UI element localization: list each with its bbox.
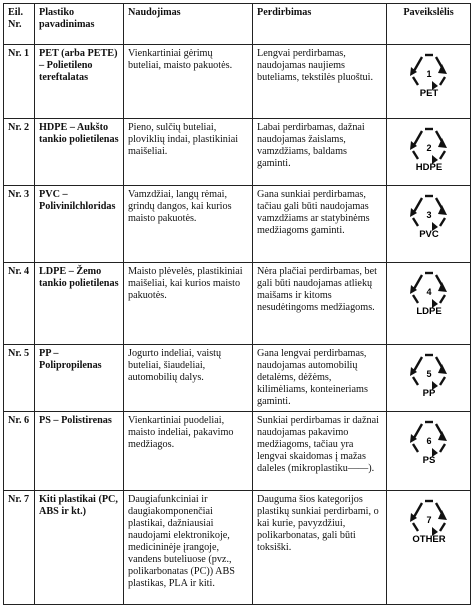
- row-number: Nr. 7: [4, 491, 35, 605]
- recycling-triangle-icon: [405, 50, 453, 100]
- plastic-recycling: Nėra plačiai perdirbamas, bet gali būti naudojamas atliekų maišams ir kitoms nesudėtingoms medžiagoms.: [253, 263, 387, 345]
- plastic-use: Vienkartiniai gėrimų buteliai, maisto pakuotės.: [124, 45, 253, 119]
- recycling-symbol-cell: [387, 345, 471, 412]
- plastic-use: Jogurto indeliai, vaistų buteliai, šiaudeliai, automobilių dalys.: [124, 345, 253, 412]
- row-number: Nr. 4: [4, 263, 35, 345]
- table-row: [4, 263, 471, 345]
- recycling-symbol-cell: [387, 412, 471, 491]
- symbol-number: 6: [425, 436, 432, 446]
- table-row: [4, 345, 471, 412]
- recycling-symbol-cell: [387, 45, 471, 119]
- symbol-label: PS: [422, 455, 435, 466]
- symbol-number: 2: [425, 143, 432, 153]
- plastics-table: [3, 3, 471, 605]
- plastic-use: Daugiafunkciniai ir daugiakomponenčiai plastikai, dažniausiai naudojami elektronikoje, medicininėje įrangoje, vandens buteliuose (pvz., polikarbonatas (PC)) ABS plastikas, PLA ir kiti.: [124, 491, 253, 605]
- table-row: [4, 45, 471, 119]
- plastic-use: Pieno, sulčių buteliai, ploviklių indai, plastikiniai maišeliai.: [124, 119, 253, 186]
- row-number: Nr. 6: [4, 412, 35, 491]
- header-no: Eil. Nr.: [4, 4, 35, 45]
- symbol-label: PVC: [418, 229, 439, 240]
- header-image: Paveikslėlis: [387, 4, 471, 45]
- symbol-number: 1: [425, 69, 432, 79]
- plastic-name: PET (arba PETE) – Polietileno tereftalatas: [35, 45, 124, 119]
- symbol-number: 4: [425, 287, 432, 297]
- plastic-recycling: Lengvai perdirbamas, naudojamas naujiems buteliams, tekstilės pluoštui.: [253, 45, 387, 119]
- plastic-recycling: Labai perdirbamas, dažnai naudojamas žaislams, vamzdžiams, baldams gaminti.: [253, 119, 387, 186]
- symbol-label: LDPE: [415, 306, 442, 317]
- recycling-symbol-cell: [387, 186, 471, 263]
- symbol-number: 3: [425, 210, 432, 220]
- table-row: [4, 491, 471, 605]
- recycling-triangle-icon: [405, 191, 453, 241]
- table-row: [4, 412, 471, 491]
- header-recycling: Perdirbimas: [253, 4, 387, 45]
- recycling-symbol-cell: [387, 491, 471, 605]
- plastic-name: LDPE – Žemo tankio polietilenas: [35, 263, 124, 345]
- plastic-use: Vienkartiniai puodeliai, maisto indeliai, pakavimo medžiagos.: [124, 412, 253, 491]
- plastic-name: PVC – Polivinilchloridas: [35, 186, 124, 263]
- recycling-triangle-icon: [405, 268, 453, 318]
- row-number: Nr. 5: [4, 345, 35, 412]
- table-row: [4, 186, 471, 263]
- plastic-name: PP – Polipropilenas: [35, 345, 124, 412]
- recycling-triangle-icon: [405, 496, 453, 546]
- recycling-symbol-cell: [387, 263, 471, 345]
- plastic-recycling: Dauguma šios kategorijos plastikų sunkiai perdirbami, o kai kurie, pavyzdžiui, polikarbonatas, gali būti toksiški.: [253, 491, 387, 605]
- header-use: Naudojimas: [124, 4, 253, 45]
- recycling-triangle-icon: [405, 350, 453, 400]
- row-number: Nr. 1: [4, 45, 35, 119]
- recycling-symbol-cell: [387, 119, 471, 186]
- symbol-number: 5: [425, 369, 432, 379]
- table-row: [4, 119, 471, 186]
- plastic-recycling: Gana lengvai perdirbamas, naudojamas automobilių detalėms, dėžėms, kilimėliams, konteineriams gaminti.: [253, 345, 387, 412]
- table-header-row: [4, 4, 471, 45]
- symbol-label: PP: [422, 388, 435, 399]
- header-name: Plastiko pavadinimas: [35, 4, 124, 45]
- row-number: Nr. 3: [4, 186, 35, 263]
- plastic-name: PS – Polistirenas: [35, 412, 124, 491]
- plastic-name: HDPE – Aukšto tankio polietilenas: [35, 119, 124, 186]
- recycling-triangle-icon: [405, 124, 453, 174]
- plastic-use: Vamzdžiai, langų rėmai, grindų dangos, kai kurios maisto pakuotės.: [124, 186, 253, 263]
- symbol-label: PET: [419, 88, 438, 99]
- symbol-label: HDPE: [415, 162, 442, 173]
- plastic-name: Kiti plastikai (PC, ABS ir kt.): [35, 491, 124, 605]
- symbol-label: OTHER: [411, 534, 446, 545]
- recycling-triangle-icon: [405, 417, 453, 467]
- row-number: Nr. 2: [4, 119, 35, 186]
- plastic-recycling: Sunkiai perdirbamas ir dažnai naudojamas pakavimo medžiagoms, tačiau yra lengvai skaidomas į mažas daleles (mikroplastiku——).: [253, 412, 387, 491]
- plastic-use: Maisto plėvelės, plastikiniai maišeliai, kai kurios maisto pakuotės.: [124, 263, 253, 345]
- symbol-number: 7: [425, 515, 432, 525]
- plastic-recycling: Gana sunkiai perdirbamas, tačiau gali būti naudojamas vamzdžiams ar statybinėms medžiagoms gaminti.: [253, 186, 387, 263]
